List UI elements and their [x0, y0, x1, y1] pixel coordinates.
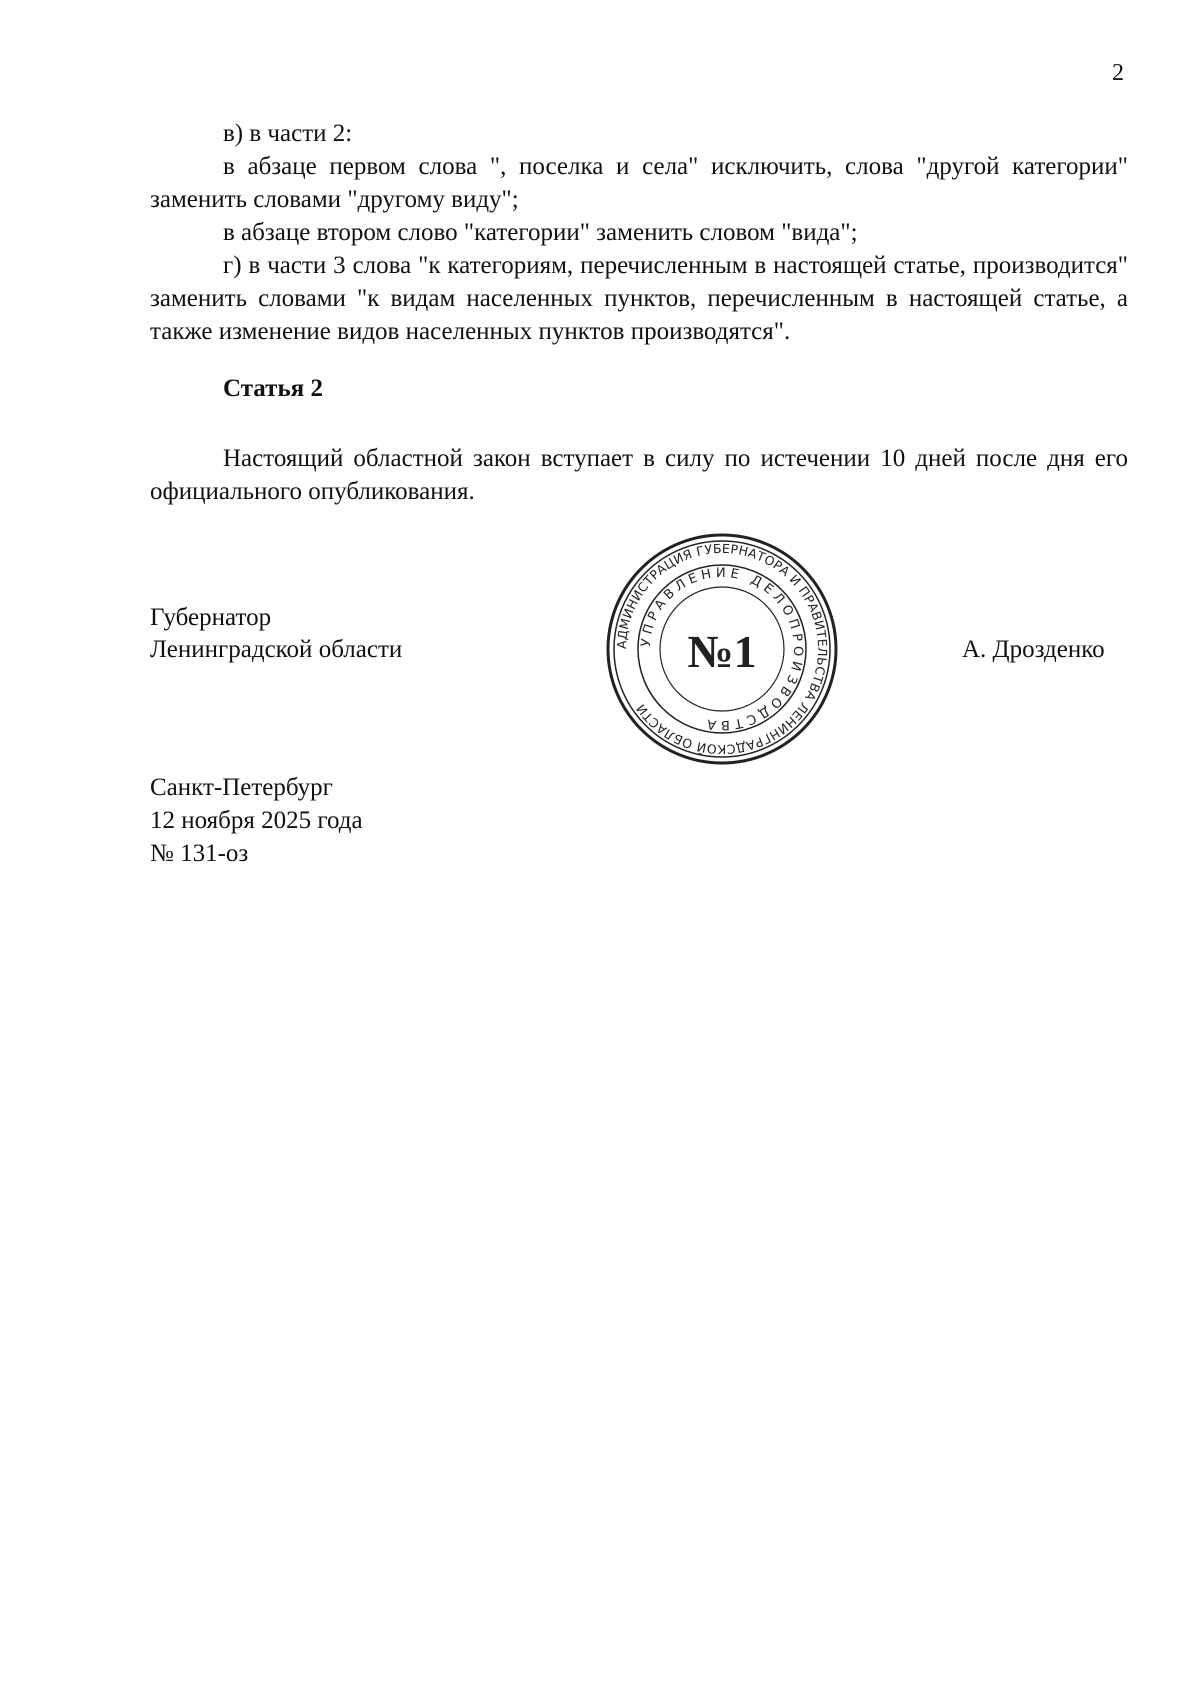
signatory-name: А. Дрозденко — [962, 636, 1105, 663]
law-number: № 131-оз — [150, 840, 249, 867]
paragraph-v: в) в части 2: — [223, 120, 353, 147]
stamp-inner-text: УПРАВЛЕНИЕ ДЕЛОПРОИЗВОДСТВА — [638, 565, 806, 733]
stamp-outer-text: АДМИНИСТРАЦИЯ ГУБЕРНАТОРА И ПРАВИТЕЛЬСТВА ЛЕНИНГРАДСКОЙ ОБЛАСТИ — [613, 540, 831, 758]
law-date: 12 ноября 2025 года — [150, 807, 363, 834]
paragraph-v-second-abzac: в абзаце втором слово "категории" заменить словом "вида"; — [223, 219, 858, 246]
place-date-block — [150, 771, 363, 870]
signatory-title-line2: Ленинградской области — [150, 636, 403, 663]
signatory-title-line1: Губернатор — [150, 604, 272, 631]
article-heading: Статья 2 — [223, 375, 323, 402]
article-text: Настоящий областной закон вступает в силу по истечении 10 дней после дня его официального опубликования. — [150, 445, 1128, 505]
page-number: 2 — [1112, 60, 1124, 86]
amendment-text — [150, 117, 1128, 348]
signatory-title — [150, 602, 402, 666]
official-stamp — [605, 532, 839, 766]
stamp-center-number: №1 — [687, 626, 757, 677]
paragraph-g: г) в части 3 слова "к категориям, перечисленным в настоящей статье, производится" заменить словами "к видам населенных пунктов, перечисленным в настоящей статье, а также изменение видов населенных пунктов производятся". — [150, 252, 1128, 345]
place-city: Санкт-Петербург — [150, 774, 333, 801]
paragraph-v-first-abzac: в абзаце первом слова ", поселка и села" исключить, слова "другой категории" заменить словами "другому виду"; — [150, 153, 1128, 213]
